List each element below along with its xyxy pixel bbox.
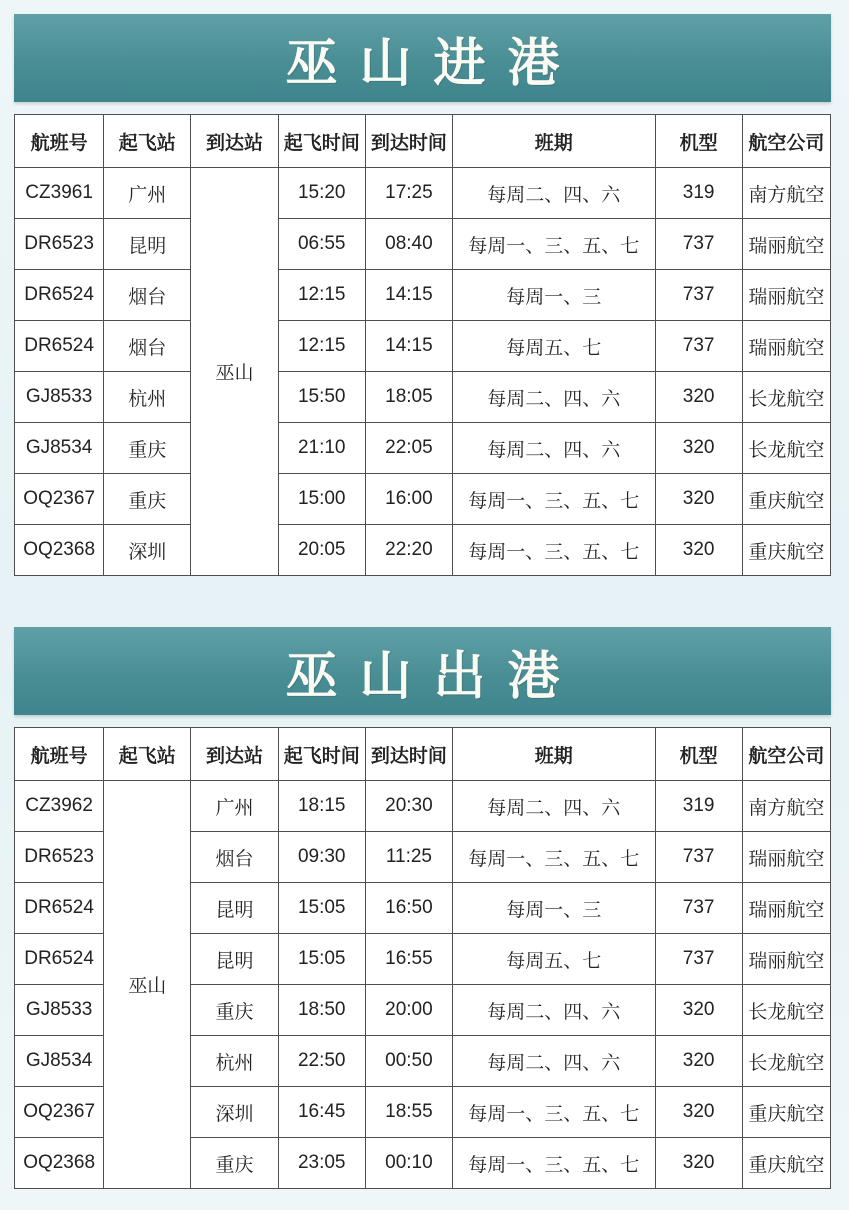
aircraft-type: 320 — [655, 525, 742, 576]
schedule-days: 每周二、四、六 — [453, 985, 655, 1036]
table-row — [15, 525, 831, 576]
schedule-days: 每周一、三、五、七 — [453, 219, 655, 270]
schedule-days: 每周一、三、五、七 — [453, 832, 655, 883]
airline-name: 重庆航空 — [742, 1138, 830, 1189]
aircraft-type: 320 — [655, 985, 742, 1036]
table-row — [15, 372, 831, 423]
arrivals-table — [14, 114, 831, 576]
aircraft-type: 737 — [655, 219, 742, 270]
column-header-airline: 航空公司 — [742, 115, 830, 168]
arrival-time: 16:50 — [365, 883, 452, 934]
column-header-schedule: 班期 — [453, 115, 655, 168]
schedule-days: 每周五、七 — [453, 321, 655, 372]
arrival-time: 16:00 — [365, 474, 452, 525]
aircraft-type: 320 — [655, 1087, 742, 1138]
arrival-time: 18:55 — [365, 1087, 452, 1138]
destination-station: 重庆 — [191, 1138, 278, 1189]
airline-name: 瑞丽航空 — [742, 219, 830, 270]
airline-name: 重庆航空 — [742, 1087, 830, 1138]
schedule-days: 每周二、四、六 — [453, 372, 655, 423]
column-header-flight: 航班号 — [15, 115, 104, 168]
departure-time: 15:05 — [278, 883, 365, 934]
column-header-destination: 到达站 — [191, 115, 278, 168]
departure-time: 20:05 — [278, 525, 365, 576]
origin-station: 烟台 — [104, 321, 191, 372]
departure-time: 21:10 — [278, 423, 365, 474]
flight-number: DR6524 — [15, 321, 104, 372]
table-row — [15, 474, 831, 525]
arrival-time: 08:40 — [365, 219, 452, 270]
airline-name: 瑞丽航空 — [742, 883, 830, 934]
airline-name: 长龙航空 — [742, 985, 830, 1036]
schedule-days: 每周一、三 — [453, 883, 655, 934]
departure-time: 23:05 — [278, 1138, 365, 1189]
column-header-origin: 起飞站 — [104, 728, 191, 781]
origin-station: 昆明 — [104, 219, 191, 270]
departures-banner — [14, 627, 831, 715]
aircraft-type: 737 — [655, 321, 742, 372]
column-header-aircraft: 机型 — [655, 728, 742, 781]
departures-body — [15, 781, 831, 1189]
schedule-days: 每周二、四、六 — [453, 423, 655, 474]
destination-station: 昆明 — [191, 934, 278, 985]
destination-station: 烟台 — [191, 832, 278, 883]
column-header-origin: 起飞站 — [104, 115, 191, 168]
column-header-arrival-time: 到达时间 — [365, 728, 452, 781]
table-row — [15, 321, 831, 372]
departure-time: 12:15 — [278, 321, 365, 372]
origin-station: 杭州 — [104, 372, 191, 423]
airline-name: 瑞丽航空 — [742, 934, 830, 985]
arrivals-header-row — [15, 115, 831, 168]
flight-number: DR6524 — [15, 270, 104, 321]
column-header-destination: 到达站 — [191, 728, 278, 781]
airline-name: 瑞丽航空 — [742, 321, 830, 372]
aircraft-type: 320 — [655, 423, 742, 474]
arrival-time: 20:00 — [365, 985, 452, 1036]
flight-number: OQ2368 — [15, 525, 104, 576]
origin-station-merged: 巫山 — [104, 781, 191, 1189]
aircraft-type: 320 — [655, 1036, 742, 1087]
arrivals-title: 巫山进港 — [285, 32, 582, 94]
origin-station: 重庆 — [104, 423, 191, 474]
destination-station: 重庆 — [191, 985, 278, 1036]
airline-name: 长龙航空 — [742, 372, 830, 423]
aircraft-type: 737 — [655, 883, 742, 934]
schedule-days: 每周二、四、六 — [453, 781, 655, 832]
column-header-arrival-time: 到达时间 — [365, 115, 452, 168]
departure-time: 12:15 — [278, 270, 365, 321]
arrival-time: 20:30 — [365, 781, 452, 832]
arrival-time: 18:05 — [365, 372, 452, 423]
schedule-days: 每周一、三、五、七 — [453, 1087, 655, 1138]
flight-number: DR6524 — [15, 883, 104, 934]
table-row — [15, 423, 831, 474]
schedule-days: 每周一、三 — [453, 270, 655, 321]
aircraft-type: 319 — [655, 168, 742, 219]
arrival-time: 00:10 — [365, 1138, 452, 1189]
departure-time: 18:15 — [278, 781, 365, 832]
aircraft-type: 320 — [655, 1138, 742, 1189]
departure-time: 15:20 — [278, 168, 365, 219]
aircraft-type: 320 — [655, 372, 742, 423]
column-header-airline: 航空公司 — [742, 728, 830, 781]
departure-time: 15:05 — [278, 934, 365, 985]
destination-station: 杭州 — [191, 1036, 278, 1087]
schedule-days: 每周一、三、五、七 — [453, 474, 655, 525]
arrival-time: 00:50 — [365, 1036, 452, 1087]
destination-station: 广州 — [191, 781, 278, 832]
flight-number: GJ8534 — [15, 423, 104, 474]
aircraft-type: 737 — [655, 270, 742, 321]
departure-time: 15:00 — [278, 474, 365, 525]
airline-name: 瑞丽航空 — [742, 832, 830, 883]
flight-number: CZ3962 — [15, 781, 104, 832]
flight-number: GJ8533 — [15, 372, 104, 423]
aircraft-type: 320 — [655, 474, 742, 525]
departures-header-row — [15, 728, 831, 781]
destination-station-merged: 巫山 — [191, 168, 278, 576]
aircraft-type: 737 — [655, 832, 742, 883]
column-header-departure-time: 起飞时间 — [278, 115, 365, 168]
arrival-time: 17:25 — [365, 168, 452, 219]
departure-time: 18:50 — [278, 985, 365, 1036]
aircraft-type: 737 — [655, 934, 742, 985]
origin-station: 广州 — [104, 168, 191, 219]
destination-station: 深圳 — [191, 1087, 278, 1138]
airline-name: 瑞丽航空 — [742, 270, 830, 321]
schedule-days: 每周一、三、五、七 — [453, 1138, 655, 1189]
schedule-days: 每周一、三、五、七 — [453, 525, 655, 576]
departure-time: 16:45 — [278, 1087, 365, 1138]
column-header-schedule: 班期 — [453, 728, 655, 781]
departures-title: 巫山出港 — [285, 645, 582, 707]
airline-name: 重庆航空 — [742, 525, 830, 576]
aircraft-type: 319 — [655, 781, 742, 832]
table-row — [15, 168, 831, 219]
airline-name: 南方航空 — [742, 168, 830, 219]
flight-number: DR6524 — [15, 934, 104, 985]
arrival-time: 22:05 — [365, 423, 452, 474]
table-row — [15, 219, 831, 270]
schedule-days: 每周二、四、六 — [453, 168, 655, 219]
airline-name: 南方航空 — [742, 781, 830, 832]
departure-time: 15:50 — [278, 372, 365, 423]
airline-name: 长龙航空 — [742, 1036, 830, 1087]
flight-number: GJ8533 — [15, 985, 104, 1036]
arrival-time: 14:15 — [365, 321, 452, 372]
arrivals-body — [15, 168, 831, 576]
arrivals-banner — [14, 14, 831, 102]
table-row — [15, 270, 831, 321]
origin-station: 重庆 — [104, 474, 191, 525]
departures-section — [14, 627, 831, 1189]
flight-number: OQ2368 — [15, 1138, 104, 1189]
flight-number: DR6523 — [15, 219, 104, 270]
flight-number: OQ2367 — [15, 474, 104, 525]
origin-station: 深圳 — [104, 525, 191, 576]
schedule-days: 每周二、四、六 — [453, 1036, 655, 1087]
airline-name: 重庆航空 — [742, 474, 830, 525]
departures-table — [14, 727, 831, 1189]
destination-station: 昆明 — [191, 883, 278, 934]
arrival-time: 11:25 — [365, 832, 452, 883]
departure-time: 09:30 — [278, 832, 365, 883]
flight-number: OQ2367 — [15, 1087, 104, 1138]
flight-number: CZ3961 — [15, 168, 104, 219]
flight-number: DR6523 — [15, 832, 104, 883]
arrival-time: 14:15 — [365, 270, 452, 321]
origin-station: 烟台 — [104, 270, 191, 321]
airline-name: 长龙航空 — [742, 423, 830, 474]
column-header-aircraft: 机型 — [655, 115, 742, 168]
flight-number: GJ8534 — [15, 1036, 104, 1087]
departure-time: 06:55 — [278, 219, 365, 270]
column-header-departure-time: 起飞时间 — [278, 728, 365, 781]
arrivals-section — [14, 14, 831, 576]
arrival-time: 22:20 — [365, 525, 452, 576]
departure-time: 22:50 — [278, 1036, 365, 1087]
table-row — [15, 781, 831, 832]
schedule-days: 每周五、七 — [453, 934, 655, 985]
column-header-flight: 航班号 — [15, 728, 104, 781]
arrival-time: 16:55 — [365, 934, 452, 985]
